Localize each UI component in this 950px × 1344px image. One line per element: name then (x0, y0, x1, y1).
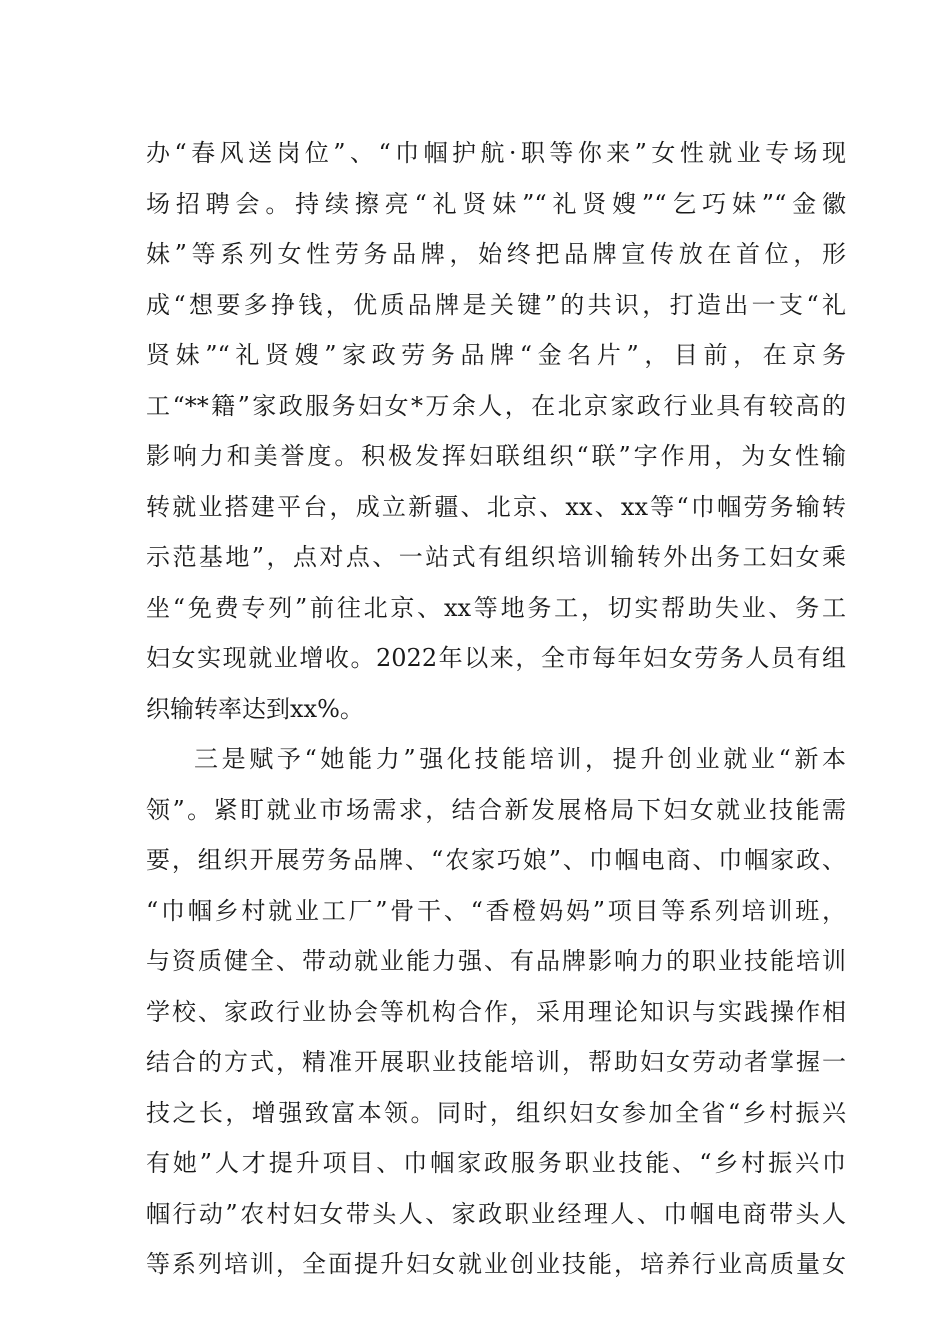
text-line: 结合的方式，精准开展职业技能培训，帮助妇女劳动者掌握一 (146, 1048, 846, 1076)
text-line: 技之长，增强致富本领。同时，组织妇女参加全省“乡村振兴 (146, 1098, 846, 1127)
text-line: 示范基地”，点对点、一站式有组织培训输转外出务工妇女乘 (146, 543, 846, 571)
text-line: 妹”等系列女性劳务品牌，始终把品牌宣传放在首位，形 (146, 240, 846, 268)
text-line: 工“**籍”家政服务妇女*万余人，在北京家政行业具有较高的 (146, 391, 846, 420)
text-line: 办“春风送岗位”、“巾帼护航·职等你来”女性就业专场现 (146, 139, 846, 167)
text-line: 影响力和美誉度。积极发挥妇联组织“联”字作用，为女性输 (146, 442, 846, 470)
text-line: 学校、家政行业协会等机构合作，采用理论知识与实践操作相 (146, 997, 846, 1026)
text-line: 转就业搭建平台，成立新疆、北京、xx、xx等“巾帼劳务输转 (146, 492, 846, 521)
text-line: 等系列培训，全面提升妇女就业创业技能，培养行业高质量女 (146, 1250, 846, 1278)
paragraph-heading-line: 三是赋予“她能力”强化技能培训，提升创业就业“新本 (194, 745, 846, 773)
text-line: 坐“免费专列”前往北京、xx等地务工，切实帮助失业、务工 (146, 593, 846, 622)
text-line: 有她”人才提升项目、巾帼家政服务职业技能、“乡村振兴巾 (146, 1149, 846, 1177)
text-line: 要，组织开展劳务品牌、“农家巧娘”、巾帼电商、巾帼家政、 (146, 846, 846, 874)
text-line: 领”。紧盯就业市场需求，结合新发展格局下妇女就业技能需 (146, 795, 846, 824)
text-line: 妇女实现就业增收。2022年以来，全市每年妇女劳务人员有组 (146, 644, 846, 672)
text-line: 场招聘会。持续擦亮“礼贤妹”“礼贤嫂”“乞巧妹”“金徽 (146, 189, 846, 218)
text-line: 帼行动”农村妇女带头人、家政职业经理人、巾帼电商带头人 (146, 1199, 846, 1228)
text-line: 织输转率达到xx%。 (146, 694, 364, 723)
text-line: 贤妹”“礼贤嫂”家政劳务品牌“金名片”，目前，在京务 (146, 341, 846, 369)
text-line: “巾帼乡村就业工厂”骨干、“香橙妈妈”项目等系列培训班， (146, 896, 846, 925)
text-line: 与资质健全、带动就业能力强、有品牌影响力的职业技能培训 (146, 947, 846, 975)
text-line: 成“想要多挣钱，优质品牌是关键”的共识，打造出一支“礼 (146, 290, 846, 319)
